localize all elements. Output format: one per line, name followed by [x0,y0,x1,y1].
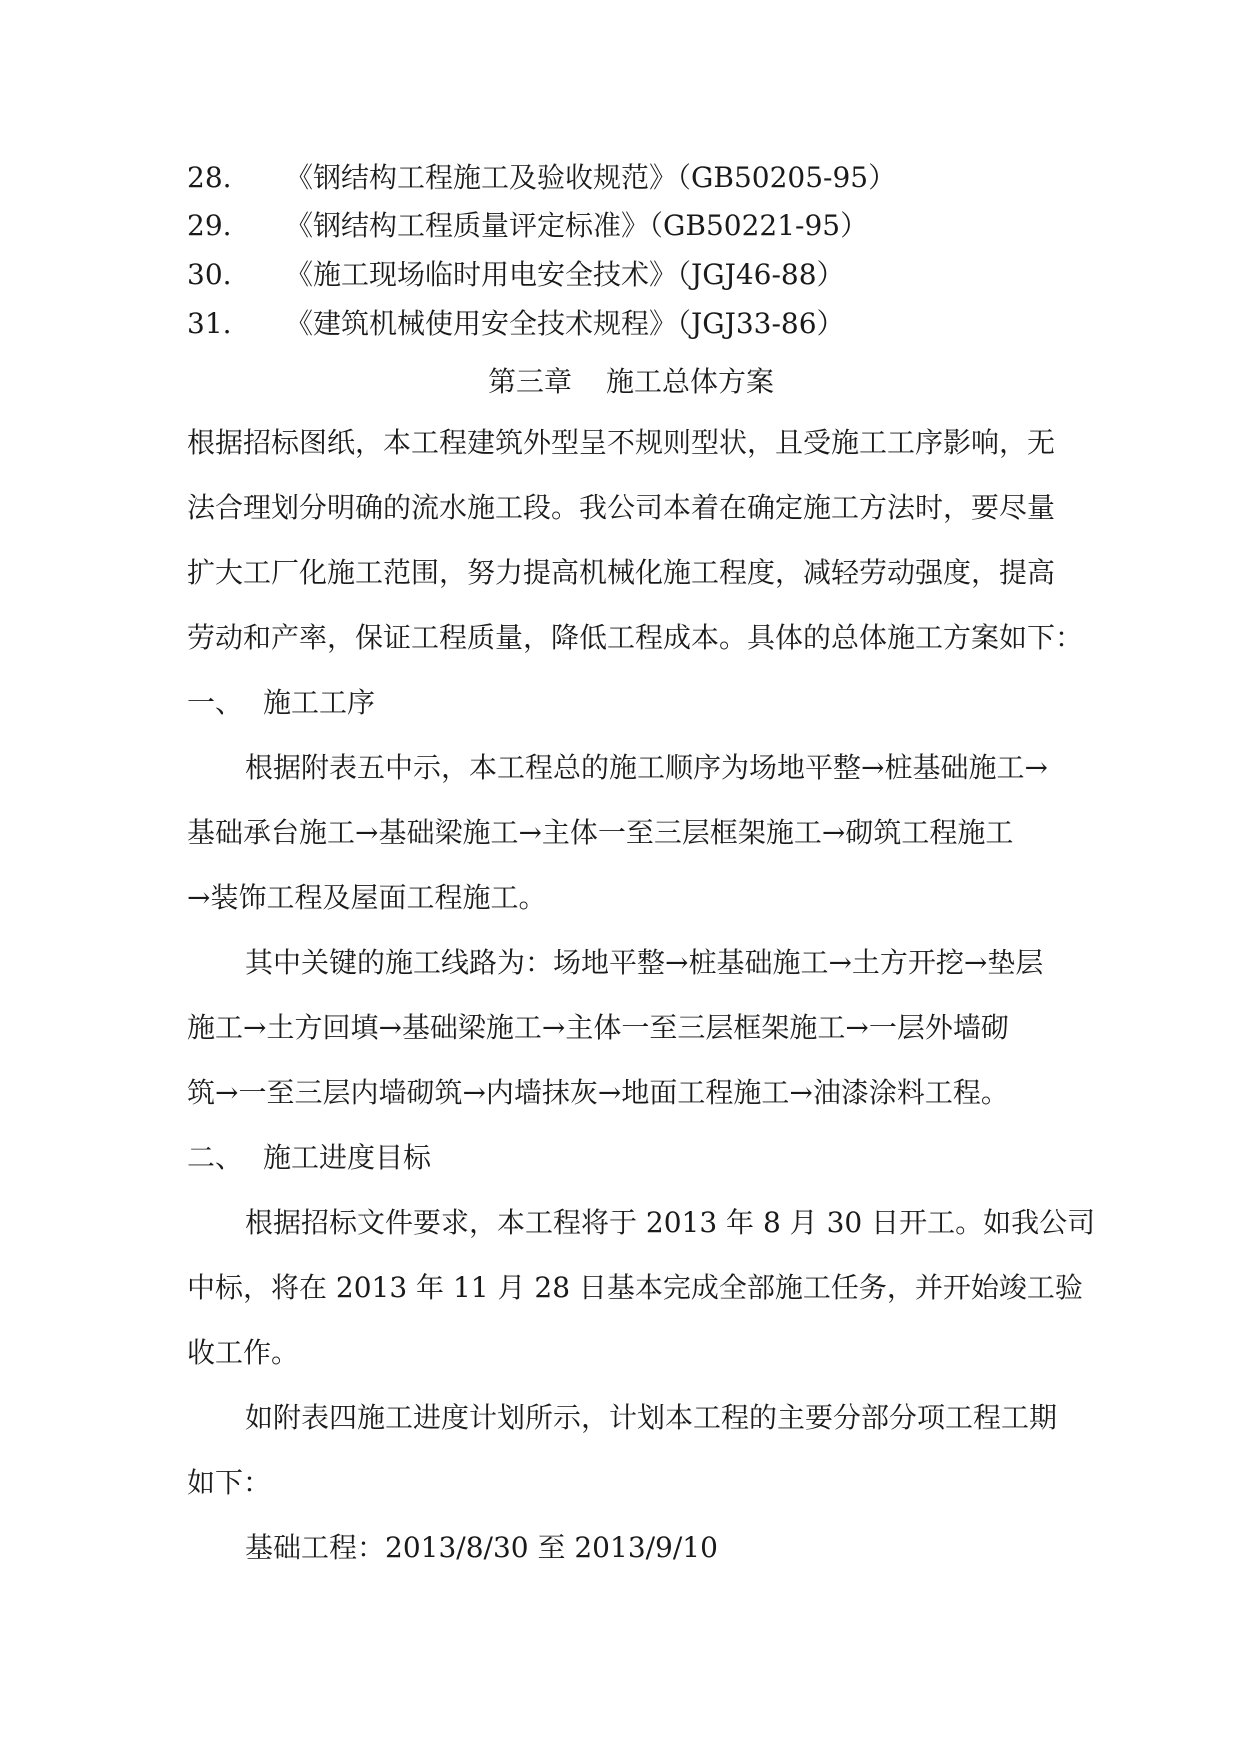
reference-text: 《施工现场临时用电安全技术》（JGJ46-88） [285,258,845,291]
paragraph-line: 收工作。 [187,1336,300,1369]
reference-item [187,255,845,295]
paragraph-line: 施工→土方回填→基础梁施工→主体一至三层框架施工→一层外墙砌 [187,1011,1009,1044]
section-heading [187,681,375,725]
section-title: 施工工序 [263,686,376,719]
chapter-title: 施工总体方案 [606,365,775,398]
paragraph-line: 如下： [187,1466,272,1499]
paragraph-line: 基础承台施工→基础梁施工→主体一至三层框架施工→砌筑工程施工 [187,816,1014,849]
paragraph-line: 其中关键的施工线路为：场地平整→桩基础施工→土方开挖→垫层 [245,946,1044,979]
intro-line: 根据招标图纸，本工程建筑外型呈不规则型状，且受施工工序影响，无 [187,426,1056,459]
section-title: 施工进度目标 [263,1141,432,1174]
section-number: 二、 [187,1141,244,1174]
paragraph-line: 如附表四施工进度计划所示，计划本工程的主要分部分项工程工期 [245,1401,1058,1434]
paragraph-line: →装饰工程及屋面工程施工。 [187,881,547,914]
reference-number: 30. [187,258,232,291]
chapter-heading [488,360,774,404]
intro-line: 劳动和产率，保证工程质量，降低工程成本。具体的总体施工方案如下： [187,621,1084,654]
schedule-line: 基础工程：2013/8/30 至 2013/9/10 [245,1531,718,1564]
section-heading [187,1136,431,1180]
paragraph-line: 中标，将在 2013 年 11 月 28 日基本完成全部施工任务，并开始竣工验 [187,1271,1083,1304]
paragraph-line: 筑→一至三层内墙砌筑→内墙抹灰→地面工程施工→油漆涂料工程。 [187,1076,1009,1109]
paragraph-line: 根据附表五中示，本工程总的施工顺序为场地平整→桩基础施工→ [245,751,1048,784]
reference-item [187,206,868,246]
reference-text: 《建筑机械使用安全技术规程》（JGJ33-86） [285,307,845,340]
reference-number: 29. [187,209,232,242]
reference-text: 《钢结构工程施工及验收规范》（GB50205-95） [285,161,897,194]
reference-text: 《钢结构工程质量评定标准》（GB50221-95） [285,209,869,242]
reference-number: 28. [187,161,232,194]
reference-number: 31. [187,307,232,340]
intro-line: 扩大工厂化施工范围，努力提高机械化施工程度，减轻劳动强度，提高 [187,556,1056,589]
reference-item [187,158,896,198]
intro-line: 法合理划分明确的流水施工段。我公司本着在确定施工方法时，要尽量 [187,491,1056,524]
reference-item [187,304,845,344]
chapter-label: 第三章 [488,365,573,398]
section-number: 一、 [187,686,244,719]
paragraph-line: 根据招标文件要求，本工程将于 2013 年 8 月 30 日开工。如我公司 [245,1206,1096,1239]
